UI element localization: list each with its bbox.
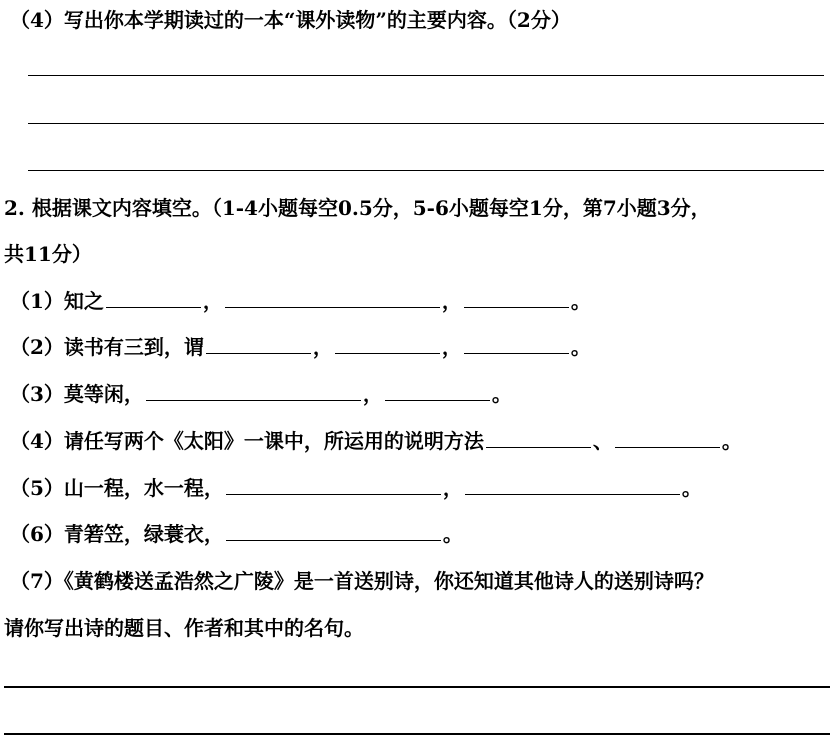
blank-4a[interactable] [486,429,591,448]
answer-line-2[interactable] [28,123,824,124]
sep: ， [442,476,463,500]
sep: 、 [592,429,613,453]
blank-2c[interactable] [464,335,569,354]
question-7-line-2: 请你写出诗的题目、作者和其中的名句。 [4,616,364,640]
answer-line-1[interactable] [28,75,824,76]
blank-3a[interactable] [146,382,361,401]
sep: ， [441,289,462,313]
blank-3b[interactable] [385,382,490,401]
blank-5a[interactable] [226,476,441,495]
item-5-prefix: （5）山一程，水一程， [10,476,224,500]
item-3-prefix: （3）莫等闲， [10,382,144,406]
section-2-title-line-1: 2. 根据课文内容填空。（1-4小题每空0.5分，5-6小题每空1分，第7小题3分， [4,196,711,220]
blank-1b[interactable] [225,289,440,308]
blank-2b[interactable] [335,335,440,354]
item-6 [10,520,463,548]
question-4-prompt: （4）写出你本学期读过的一本“课外读物”的主要内容。（2分） [10,8,571,32]
sep: 。 [570,289,591,313]
answer-line-4[interactable] [4,686,830,688]
sep: 。 [721,429,742,453]
answer-line-3[interactable] [28,170,824,171]
sep: ， [362,382,383,406]
sep: 。 [681,476,702,500]
item-2 [10,333,591,361]
sep: 。 [442,522,463,546]
item-6-prefix: （6）青箬笠，绿蓑衣， [10,522,224,546]
blank-5b[interactable] [465,476,680,495]
blank-2a[interactable] [206,335,311,354]
blank-1a[interactable] [106,289,201,308]
item-3 [10,380,512,408]
item-4-prefix: （4）请任写两个《太阳》一课中，所运用的说明方法 [10,429,484,453]
item-2-prefix: （2）读书有三到，谓 [10,335,204,359]
sep: ， [202,289,223,313]
item-5 [10,474,702,502]
question-7-line-1: （7）《黄鹤楼送孟浩然之广陵》是一首送别诗，你还知道其他诗人的送别诗吗？ [10,569,714,593]
answer-line-5[interactable] [4,733,830,735]
blank-1c[interactable] [464,289,569,308]
sep: ， [441,335,462,359]
item-1-prefix: （1）知之 [10,289,104,313]
sep: 。 [570,335,591,359]
blank-6a[interactable] [226,522,441,541]
item-4 [10,427,742,455]
blank-4b[interactable] [615,429,720,448]
item-1 [10,287,591,315]
section-2-title-line-2: 共11分） [4,242,92,266]
sep: 。 [491,382,512,406]
sep: ， [312,335,333,359]
